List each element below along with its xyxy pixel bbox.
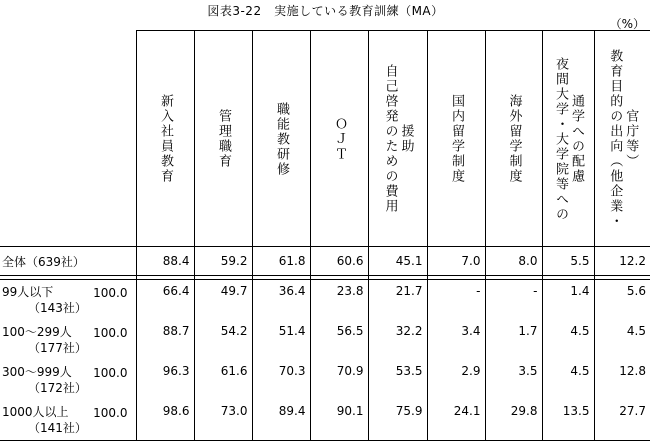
row-label: 全体（639社） [0,247,136,276]
cell: 3.4 [427,320,485,360]
header-secondment: 官庁等） 教育目的の出向（他企業・ [594,31,650,247]
header-new-employee: 新入社員教育 [136,31,194,247]
header-management: 管理職育 [194,31,252,247]
cell: 4.5 [542,320,594,360]
cell: 70.9 [310,360,368,400]
cell: 21.7 [368,280,427,321]
cell: 8.0 [485,247,542,276]
cell: 98.6 [136,400,194,441]
header-night-school: 通学への配慮 夜間大学・大学院等への [542,31,594,247]
cell: 49.7 [194,280,252,321]
cell: 13.5 [542,400,594,441]
row-label: 1000人以上 100.0 （141社） [0,400,136,441]
cell: 27.7 [594,400,650,441]
row-label: 99人以下 100.0 （143社） [2,285,128,315]
education-training-table [0,30,650,441]
cell: 75.9 [368,400,427,441]
cell: 29.8 [485,400,542,441]
header-overseas-study: 海外留学制度 [485,31,542,247]
cell: 36.4 [252,280,310,321]
cell: - [485,280,542,321]
cell: 23.8 [310,280,368,321]
cell: 53.5 [368,360,427,400]
row-label: 100～299人 100.0 （177社） [2,325,128,355]
cell: 4.5 [542,360,594,400]
cell: 12.8 [594,360,650,400]
header-self-development: 援助 自己啓発のための費用 [368,31,427,247]
cell: 96.3 [136,360,194,400]
cell: 5.6 [594,280,650,321]
cell: 32.2 [368,320,427,360]
unit-label: （%） [609,17,645,31]
cell: 45.1 [368,247,427,276]
cell: 61.6 [194,360,252,400]
table-row-size-4 [0,400,650,441]
table-row-size-2 [0,320,650,360]
table-row-size-3 [0,360,650,400]
cell: 60.6 [310,247,368,276]
cell: 24.1 [427,400,485,441]
cell: 7.0 [427,247,485,276]
table-row-total [0,247,650,276]
cell: 56.5 [310,320,368,360]
table-row-size-1 [0,280,650,321]
header-skill-training: 職能教研修 [252,31,310,247]
cell: 12.2 [594,247,650,276]
header-domestic-study: 国内留学制度 [427,31,485,247]
cell: 90.1 [310,400,368,441]
cell: 70.3 [252,360,310,400]
cell: 66.4 [136,280,194,321]
cell: 4.5 [594,320,650,360]
cell: 3.5 [485,360,542,400]
cell: 61.8 [252,247,310,276]
cell: 73.0 [194,400,252,441]
cell: - [427,280,485,321]
cell: 88.7 [136,320,194,360]
header-row [0,31,650,247]
row-label: 300～999人 100.0 （172社） [2,365,128,395]
cell: 88.4 [136,247,194,276]
cell: 51.4 [252,320,310,360]
cell: 54.2 [194,320,252,360]
table-title: 図表3-22 実施している教育訓練（MA） [207,4,444,18]
cell: 2.9 [427,360,485,400]
cell: 1.7 [485,320,542,360]
header-ojt: ＯＪＴ [310,31,368,247]
cell: 1.4 [542,280,594,321]
cell: 59.2 [194,247,252,276]
cell: 89.4 [252,400,310,441]
cell: 5.5 [542,247,594,276]
header-corner [0,31,136,247]
